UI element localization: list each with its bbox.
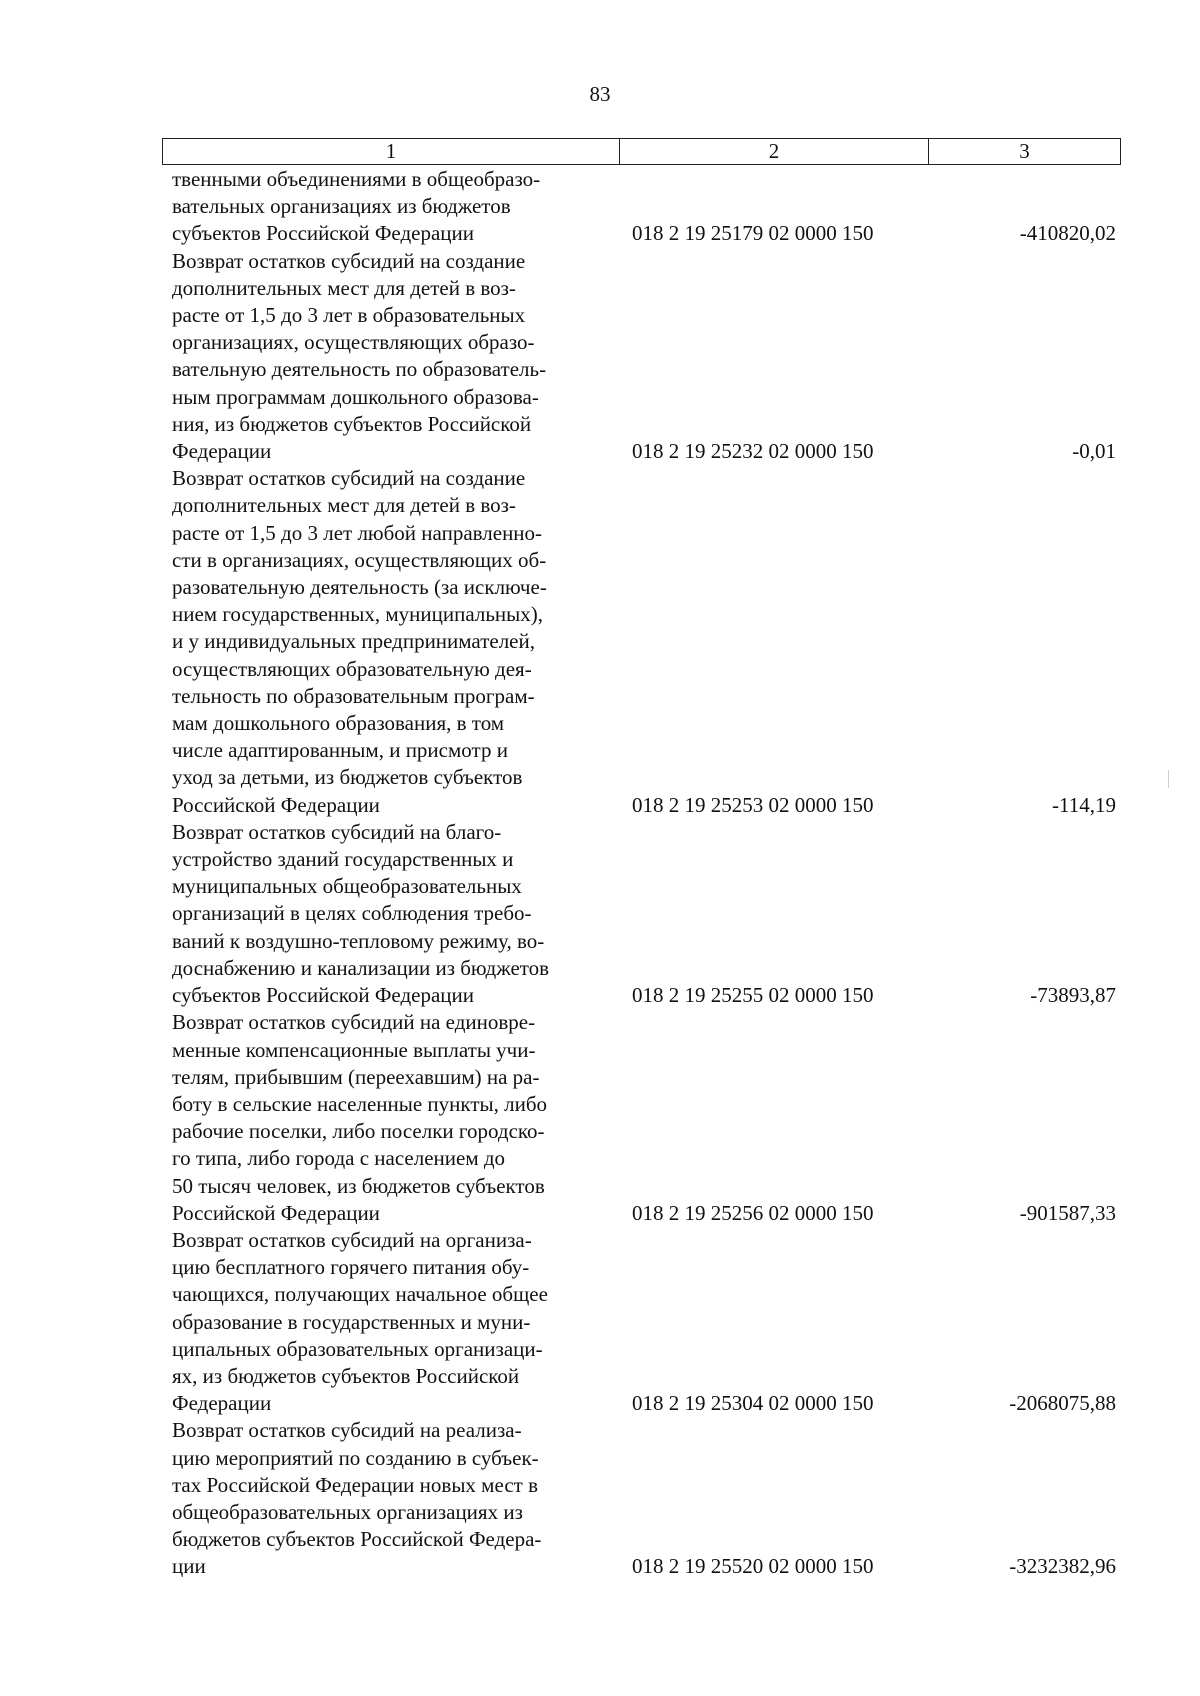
table-header xyxy=(162,138,1121,165)
description-line: доснабжению и канализации из бюджетов xyxy=(172,955,550,980)
table-row xyxy=(172,1009,1120,1227)
amount: -2068075,88 xyxy=(1009,1391,1116,1416)
description-line: уход за детьми, из бюджетов субъектов xyxy=(172,765,523,790)
table-row xyxy=(172,1227,1120,1417)
description-line: боту в сельские населенные пункты, либо xyxy=(172,1091,548,1116)
description-line: цию бесплатного горячего питания обу- xyxy=(172,1255,530,1280)
description-line: расте от 1,5 до 3 лет в образовательных xyxy=(172,303,526,328)
budget-code: 018 2 19 25232 02 0000 150 xyxy=(632,439,874,464)
description-line: и у индивидуальных предпринимателей, xyxy=(172,629,535,654)
description-line: числе адаптированным, и присмотр и xyxy=(172,738,508,763)
description-line: дополнительных мест для детей в воз- xyxy=(172,493,516,518)
description-line: субъектов Российской Федерации xyxy=(172,983,475,1008)
budget-code: 018 2 19 25520 02 0000 150 xyxy=(632,1554,874,1579)
amount: -73893,87 xyxy=(1030,983,1116,1008)
description-line: ции xyxy=(172,1554,206,1579)
row-description xyxy=(172,1227,614,1417)
header-col-2: 2 xyxy=(620,139,929,164)
table-row xyxy=(172,465,1120,819)
budget-code: 018 2 19 25179 02 0000 150 xyxy=(632,221,874,246)
row-description xyxy=(172,248,614,466)
description-line: субъектов Российской Федерации xyxy=(172,221,475,246)
description-line: организаций в целях соблюдения требо- xyxy=(172,901,532,926)
description-line: тах Российской Федерации новых мест в xyxy=(172,1472,538,1497)
amount: -410820,02 xyxy=(1019,221,1116,246)
budget-code: 018 2 19 25304 02 0000 150 xyxy=(632,1391,874,1416)
description-line: нием государственных, муниципальных), xyxy=(172,602,544,627)
amount: -114,19 xyxy=(1052,792,1116,817)
description-line: го типа, либо города с населением до xyxy=(172,1146,506,1171)
description-line: тельность по образовательным програм- xyxy=(172,683,535,708)
amount: -3232382,96 xyxy=(1009,1554,1116,1579)
description-line: чающихся, получающих начальное общее xyxy=(172,1282,548,1307)
description-line: расте от 1,5 до 3 лет любой направленно- xyxy=(172,520,543,545)
description-line: устройство зданий государственных и xyxy=(172,847,514,872)
description-line: твенными объединениями в общеобразо- xyxy=(172,167,541,191)
table-row xyxy=(172,248,1120,466)
description-line: мам дошкольного образования, в том xyxy=(172,711,505,736)
description-line: вательную деятельность по образователь- xyxy=(172,357,547,382)
description-line: Российской Федерации xyxy=(172,792,380,817)
description-line: ным программам дошкольного образова- xyxy=(172,384,539,409)
description-line: Возврат остатков субсидий на благо- xyxy=(172,819,502,844)
description-line: рабочие поселки, либо поселки городско- xyxy=(172,1119,545,1144)
description-line: Возврат остатков субсидий на создание xyxy=(172,466,526,491)
description-line: общеобразовательных организациях из xyxy=(172,1499,523,1524)
description-line: образование в государственных и муни- xyxy=(172,1309,531,1334)
description-line: Возврат остатков субсидий на создание xyxy=(172,248,526,273)
header-col-3: 3 xyxy=(1019,139,1030,163)
budget-code: 018 2 19 25256 02 0000 150 xyxy=(632,1200,874,1225)
row-description xyxy=(172,166,614,248)
description-line: осуществляющих образовательную дея- xyxy=(172,656,532,681)
description-line: Российской Федерации xyxy=(172,1200,380,1225)
description-line: 50 тысяч человек, из бюджетов субъектов xyxy=(172,1173,545,1198)
description-line: цию мероприятий по созданию в субъек- xyxy=(172,1445,539,1470)
table-body xyxy=(172,166,1120,1581)
description-line: Федерации xyxy=(172,439,272,464)
header-col-1: 1 xyxy=(163,139,620,164)
description-line: Федерации xyxy=(172,1391,272,1416)
table-row xyxy=(172,166,1120,248)
description-line: ния, из бюджетов субъектов Российской xyxy=(172,411,532,436)
description-line: вательных организациях из бюджетов xyxy=(172,194,511,219)
amount: -901587,33 xyxy=(1019,1200,1116,1225)
row-description xyxy=(172,1009,614,1227)
description-line: сти в организациях, осуществляющих об- xyxy=(172,547,547,572)
description-line: Возврат остатков субсидий на реализа- xyxy=(172,1418,522,1443)
description-line: ваний к воздушно-тепловому режиму, во- xyxy=(172,928,545,953)
table-row xyxy=(172,819,1120,1009)
description-line: ципальных образовательных организаци- xyxy=(172,1336,543,1361)
budget-code: 018 2 19 25255 02 0000 150 xyxy=(632,983,874,1008)
row-description xyxy=(172,465,614,819)
description-line: ях, из бюджетов субъектов Российской xyxy=(172,1363,520,1388)
description-line: Возврат остатков субсидий на единовре- xyxy=(172,1010,536,1035)
description-line: телям, прибывшим (переехавшим) на ра- xyxy=(172,1064,540,1089)
description-line: разовательную деятельность (за исключе- xyxy=(172,575,547,600)
page-number: 83 xyxy=(589,82,611,106)
description-line: Возврат остатков субсидий на организа- xyxy=(172,1227,532,1252)
row-description xyxy=(172,819,614,1009)
description-line: муниципальных общеобразовательных xyxy=(172,874,522,899)
description-line: менные компенсационные выплаты учи- xyxy=(172,1037,536,1062)
table-row xyxy=(172,1417,1120,1580)
scan-artifact xyxy=(1168,770,1169,788)
amount: -0,01 xyxy=(1072,439,1116,464)
description-line: дополнительных мест для детей в воз- xyxy=(172,275,516,300)
description-line: организациях, осуществляющих образо- xyxy=(172,330,535,355)
row-description xyxy=(172,1417,614,1580)
budget-code: 018 2 19 25253 02 0000 150 xyxy=(632,792,874,817)
description-line: бюджетов субъектов Российской Федера- xyxy=(172,1527,542,1552)
